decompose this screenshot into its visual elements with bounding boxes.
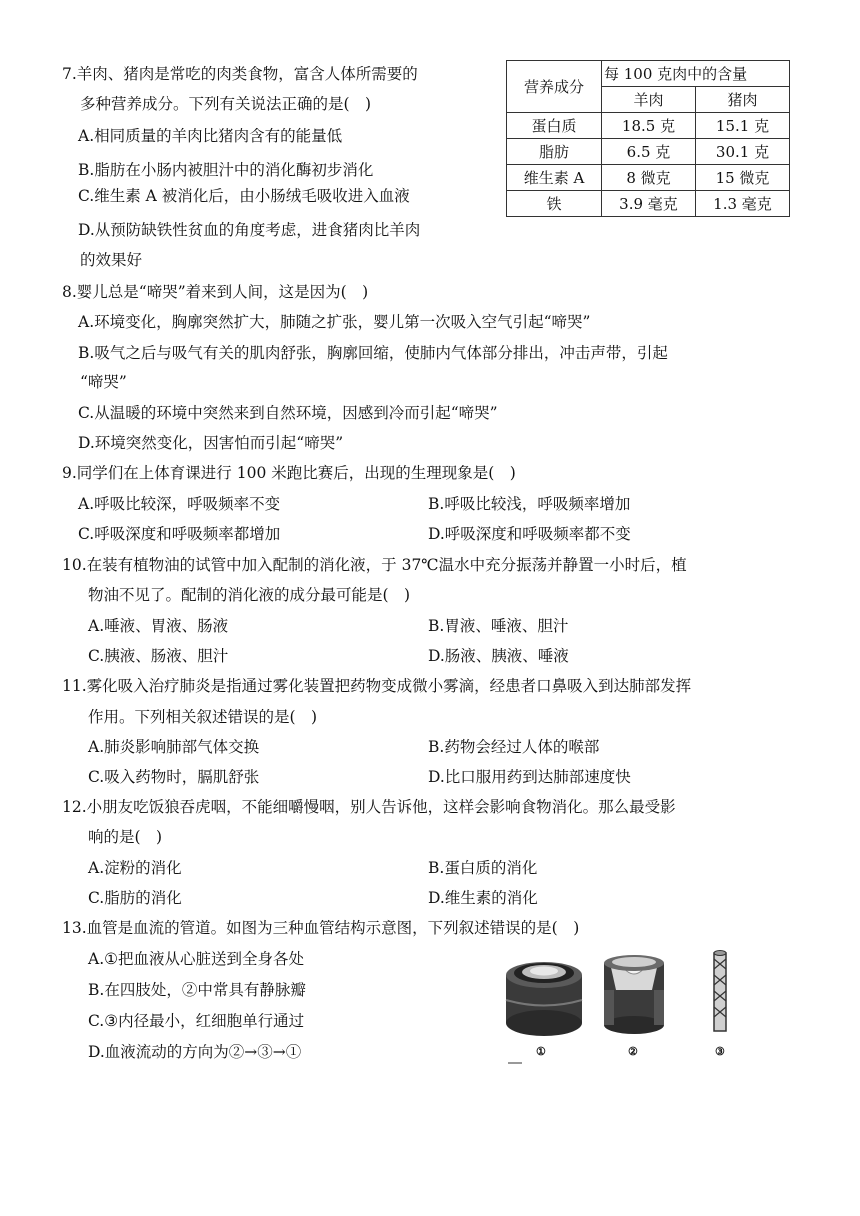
table-cell-pork: 1.3 毫克 [695,191,789,217]
q7-option-d-line2: 的效果好 [80,251,143,269]
table-cell-mutton: 3.9 毫克 [602,191,696,217]
artery-illustration [506,962,582,1036]
table-row [507,165,790,191]
q10-stem-line1: 10.在装有植物油的试管中加入配制的消化液，于 37℃温水中充分振荡并静置一小时后，植 [62,556,687,574]
table-cell-name: 蛋白质 [507,113,602,139]
q9-option-a: A.呼吸比较深，呼吸频率不变 [78,495,281,513]
q8-option-a: A.环境变化，胸廓突然扩大，肺随之扩张，婴儿第一次吸入空气引起“啼哭” [78,313,591,331]
label-vessel-1: ① [536,1045,546,1058]
q7-option-a: A.相同质量的羊肉比猪肉含有的能量低 [78,127,343,145]
q11-option-a: A.肺炎影响肺部气体交换 [88,738,260,756]
vein-illustration [604,955,664,1034]
table-row [507,139,790,165]
table-cell-pork: 30.1 克 [695,139,789,165]
q7-option-c: C.维生素 A 被消化后，由小肠绒毛吸收进入血液 [78,187,410,205]
table-cell-pork: 15.1 克 [695,113,789,139]
q13-option-b: B.在四肢处，②中常具有静脉瓣 [88,981,306,999]
table-header-nutrient: 营养成分 [507,61,602,113]
table-cell-name: 脂肪 [507,139,602,165]
q12-option-b: B.蛋白质的消化 [428,859,538,877]
q8-option-b-line1: B.吸气之后与吸气有关的肌肉舒张，胸廓回缩，使肺内气体部分排出，冲击声带，引起 [78,344,668,362]
table-header-pork: 猪肉 [695,87,789,113]
table-cell-name: 维生素 A [507,165,602,191]
table-header-group: 每 100 克肉中的含量 [602,61,790,87]
q8-option-d: D.环境突然变化，因害怕而引起“啼哭” [78,434,344,452]
q9-option-c: C.呼吸深度和呼吸频率都增加 [78,525,281,543]
q13-option-d: D.血液流动的方向为②→③→① [88,1043,302,1061]
q10-option-b: B.胃液、唾液、胆汁 [428,617,569,635]
q7-option-d-line1: D.从预防缺铁性贫血的角度考虑，进食猪肉比羊肉 [78,221,421,239]
table-cell-mutton: 18.5 克 [602,113,696,139]
q7-option-b: B.脂肪在小肠内被胆汁中的消化酶初步消化 [78,161,374,179]
table-cell-pork: 15 微克 [695,165,789,191]
q12-option-d: D.维生素的消化 [428,889,538,907]
table-row [507,191,790,217]
q10-stem-line2: 物油不见了。配制的消化液的成分最可能是( ) [88,586,411,604]
q9-option-b: B.呼吸比较浅，呼吸频率增加 [428,495,631,513]
label-vessel-3: ③ [715,1045,725,1058]
q11-stem-line2: 作用。下列相关叙述错误的是( ) [88,708,318,726]
q12-stem-line1: 12.小朋友吃饭狼吞虎咽，不能细嚼慢咽，别人告诉他，这样会影响食物消化。那么最受影 [62,798,676,816]
q9-stem: 9.同学们在上体育课进行 100 米跑比赛后，出现的生理现象是( ) [62,464,516,482]
table-cell-mutton: 8 微克 [602,165,696,191]
table-cell-mutton: 6.5 克 [602,139,696,165]
q10-option-d: D.肠液、胰液、唾液 [428,647,569,665]
capillary-illustration [714,951,726,1032]
q11-option-d: D.比口服用药到达肺部速度快 [428,768,631,786]
label-vessel-2: ② [628,1045,638,1058]
q11-stem-line1: 11.雾化吸入治疗肺炎是指通过雾化装置把药物变成微小雾滴，经患者口鼻吸入到达肺部发挥 [62,677,692,695]
q8-option-b-line2: “啼哭” [80,373,127,391]
q12-option-c: C.脂肪的消化 [88,889,182,907]
table-row [507,113,790,139]
q8-stem: 8.婴儿总是“啼哭”着来到人间，这是因为( ) [62,283,369,301]
q10-option-c: C.胰液、肠液、胆汁 [88,647,229,665]
q8-option-c: C.从温暖的环境中突然来到自然环境，因感到冷而引起“啼哭” [78,404,498,422]
table-cell-name: 铁 [507,191,602,217]
q7-stem-line2: 多种营养成分。下列有关说法正确的是( ) [80,95,372,113]
q13-option-a: A.①把血液从心脏送到全身各处 [88,950,305,968]
q13-option-c: C.③内径最小，红细胞单行通过 [88,1012,305,1030]
q11-option-b: B.药物会经过人体的喉部 [428,738,600,756]
q10-option-a: A.唾液、胃液、肠液 [88,617,229,635]
nutrition-table [506,60,790,217]
q12-option-a: A.淀粉的消化 [88,859,182,877]
q12-stem-line2: 响的是( ) [88,828,163,846]
q9-option-d: D.呼吸深度和呼吸频率都不变 [428,525,631,543]
q13-stem: 13.血管是血流的管道。如图为三种血管结构示意图，下列叙述错误的是( ) [62,919,580,937]
q11-option-c: C.吸入药物时，膈肌舒张 [88,768,260,786]
q7-stem-line1: 7.羊肉、猪肉是常吃的肉类食物，富含人体所需要的 [62,65,418,83]
table-header-mutton: 羊肉 [602,87,696,113]
